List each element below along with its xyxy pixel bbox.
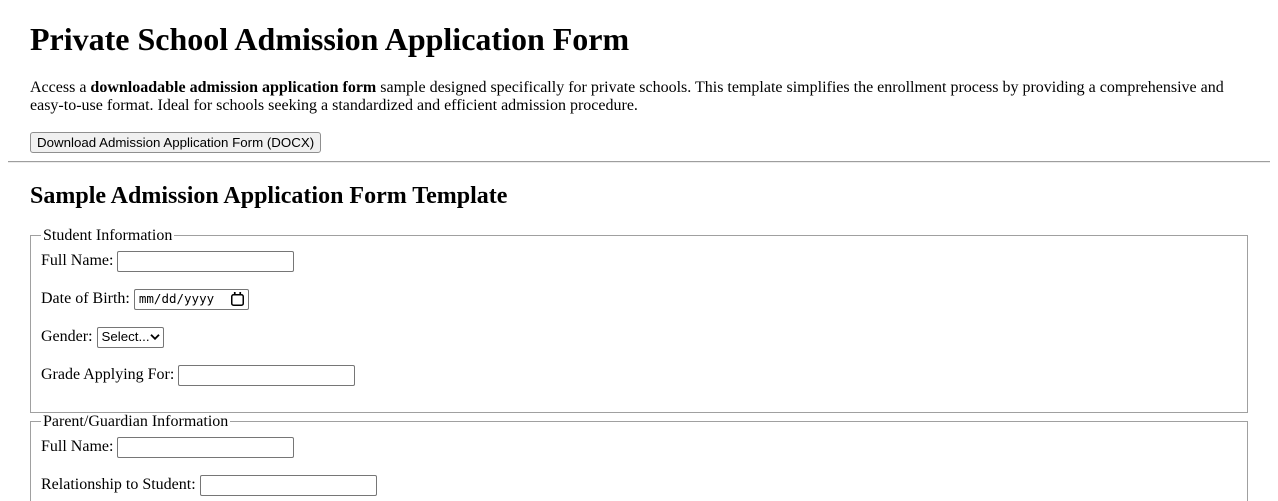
relationship-label: Relationship to Student: bbox=[41, 475, 196, 493]
student-full-name-row bbox=[41, 250, 1237, 272]
date-placeholder: mm/dd/yyyy bbox=[138, 291, 215, 307]
gender-selected-value: Select... bbox=[101, 329, 150, 345]
intro-text-bold: downloadable admission application form bbox=[90, 79, 377, 96]
page-title: Private School Admission Application Form bbox=[30, 21, 630, 57]
student-info-legend: Student Information bbox=[43, 226, 173, 244]
intro-text-before: Access a bbox=[30, 79, 91, 96]
intro-text-after: sample designed specifically for private schools. This template simplifies the enrollment process by providing a comprehensive and easy-to-use format. Ideal for schools seeking a standardized and efficient admission procedure. bbox=[30, 79, 1224, 115]
calendar-icon[interactable] bbox=[231, 292, 244, 306]
guardian-full-name-label: Full Name: bbox=[41, 437, 114, 455]
guardian-info-fieldset bbox=[30, 413, 1248, 501]
chevron-down-icon bbox=[150, 334, 160, 340]
divider bbox=[8, 161, 1270, 163]
intro-paragraph bbox=[30, 79, 1248, 116]
student-info-fieldset bbox=[30, 227, 1248, 413]
grade-applying-input[interactable] bbox=[178, 365, 355, 386]
student-full-name-input[interactable] bbox=[117, 251, 294, 272]
guardian-info-legend: Parent/Guardian Information bbox=[43, 412, 229, 430]
date-of-birth-row bbox=[41, 288, 1237, 310]
section-title: Sample Admission Application Form Template bbox=[30, 182, 508, 209]
gender-row bbox=[41, 326, 1237, 348]
date-of-birth-label: Date of Birth: bbox=[41, 289, 130, 307]
date-of-birth-input[interactable] bbox=[134, 289, 249, 310]
grade-applying-label: Grade Applying For: bbox=[41, 365, 175, 383]
relationship-row bbox=[41, 474, 1237, 496]
relationship-input[interactable] bbox=[200, 475, 377, 496]
guardian-full-name-row bbox=[41, 436, 1237, 458]
grade-applying-row bbox=[41, 364, 1237, 386]
gender-label: Gender: bbox=[41, 327, 93, 345]
gender-select[interactable] bbox=[97, 327, 164, 348]
student-full-name-label: Full Name: bbox=[41, 251, 114, 269]
guardian-full-name-input[interactable] bbox=[117, 437, 294, 458]
download-docx-button[interactable]: Download Admission Application Form (DOCX) bbox=[30, 132, 321, 153]
